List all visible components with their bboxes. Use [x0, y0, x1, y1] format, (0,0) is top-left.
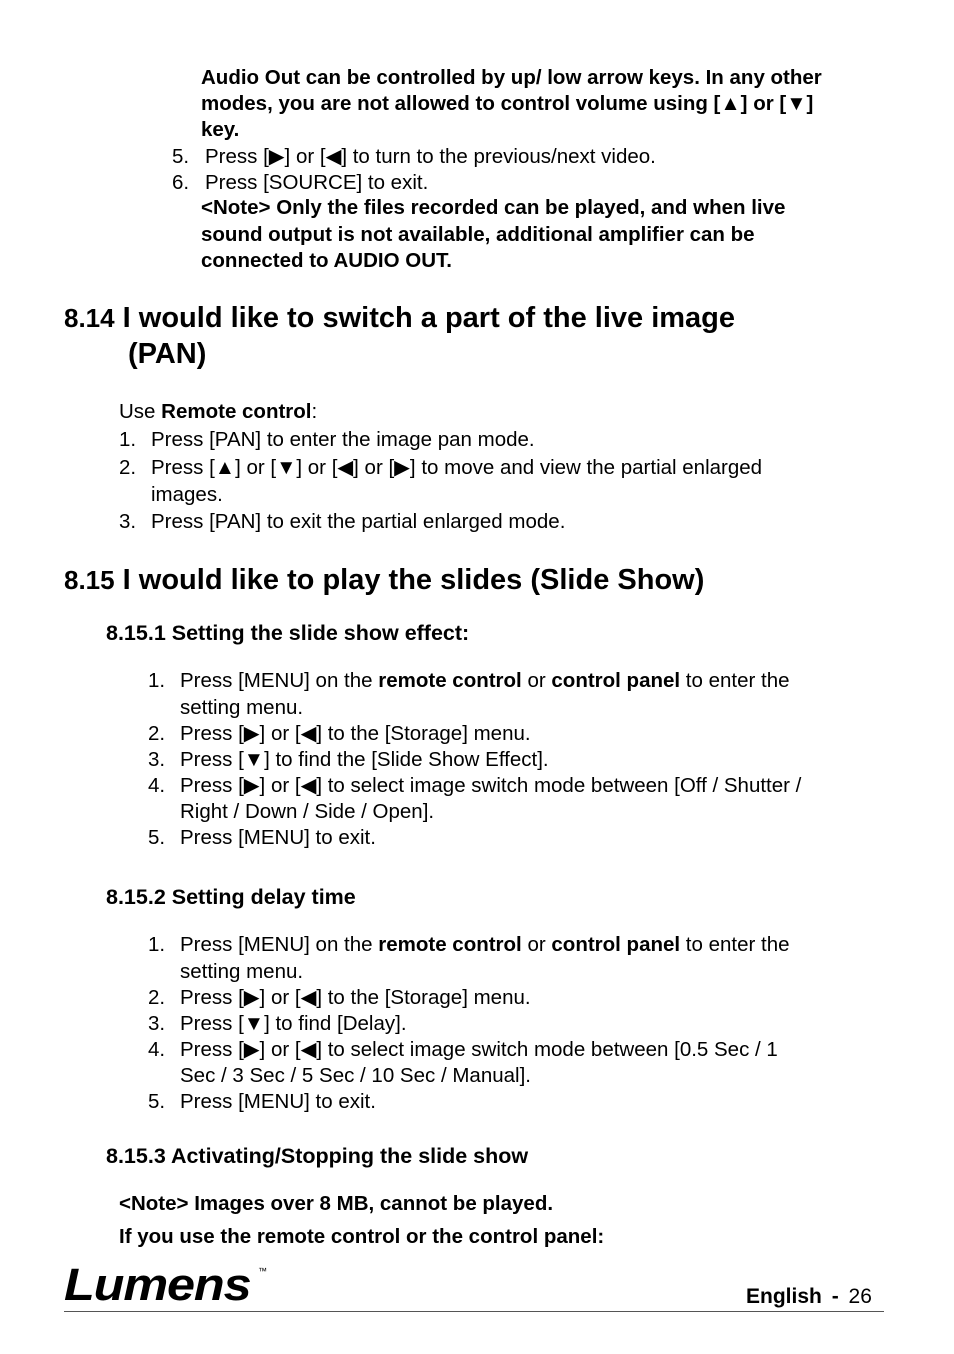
subsection-heading-8-15-1: 8.15.1 Setting the slide show effect:: [106, 621, 470, 645]
list-item: 2. Press [▶] or [◀] to the [Storage] menu.: [148, 722, 531, 745]
note-line: connected to AUDIO OUT.: [201, 249, 452, 272]
subsection-heading-8-15-2: 8.15.2 Setting delay time: [106, 885, 356, 909]
list-item-cont: setting menu.: [180, 696, 304, 719]
note-line: <Note> Images over 8 MB, cannot be played.: [119, 1192, 554, 1215]
list-item-cont: setting menu.: [180, 960, 304, 983]
list-item-cont: images.: [151, 483, 223, 506]
list-item: 5. Press [MENU] to exit.: [148, 1090, 376, 1113]
section-heading-8-14: 8.14 I would like to switch a part of the live image: [64, 302, 736, 334]
list-item-cont: Sec / 3 Sec / 5 Sec / 10 Sec / Manual].: [180, 1064, 531, 1087]
page-number: 26: [848, 1285, 872, 1308]
list-item: 5. Press [▶] or [◀] to turn to the previous/next video.: [172, 145, 656, 168]
section-heading-8-14-cont: (PAN): [128, 338, 207, 370]
footer-divider: [64, 1311, 884, 1312]
list-item: 2. Press [▶] or [◀] to the [Storage] menu.: [148, 986, 531, 1009]
lumens-logo: Lumens: [64, 1259, 251, 1310]
remote-line: If you use the remote control or the control panel:: [119, 1225, 605, 1248]
list-item: 5. Press [MENU] to exit.: [148, 826, 376, 849]
page-footer: English - 26: [746, 1285, 872, 1308]
list-item: 6. Press [SOURCE] to exit.: [172, 171, 429, 194]
note-line: modes, you are not allowed to control volume using [▲] or [▼]: [201, 92, 814, 115]
list-item: 3. Press [▼] to find the [Slide Show Effect].: [148, 748, 549, 771]
list-item: 3. Press [▼] to find [Delay].: [148, 1012, 407, 1035]
list-item: 2. Press [▲] or [▼] or [◀] or [▶] to move and view the partial enlarged: [119, 456, 763, 479]
list-item: 4. Press [▶] or [◀] to select image switch mode between [0.5 Sec / 1: [148, 1038, 778, 1061]
note-line: key.: [201, 118, 240, 141]
list-item: 1. Press [MENU] on the remote control or control panel to enter the: [148, 669, 790, 692]
subsection-heading-8-15-3: 8.15.3 Activating/Stopping the slide show: [106, 1144, 529, 1168]
note-line: <Note> Only the files recorded can be played, and when live: [201, 196, 786, 219]
list-item: 3. Press [PAN] to exit the partial enlarged mode.: [119, 510, 566, 533]
list-item: 4. Press [▶] or [◀] to select image switch mode between [Off / Shutter /: [148, 774, 802, 797]
section-heading-8-15: 8.15 I would like to play the slides (Slide Show): [64, 564, 705, 596]
use-line: Use Remote control:: [119, 400, 318, 423]
note-line: Audio Out can be controlled by up/ low arrow keys. In any other: [201, 66, 822, 89]
trademark-mark: ™: [258, 1266, 267, 1276]
list-item: 1. Press [PAN] to enter the image pan mode.: [119, 428, 535, 451]
list-item-cont: Right / Down / Side / Open].: [180, 800, 435, 823]
list-item: 1. Press [MENU] on the remote control or control panel to enter the: [148, 933, 790, 956]
note-line: sound output is not available, additional amplifier can be: [201, 223, 755, 246]
